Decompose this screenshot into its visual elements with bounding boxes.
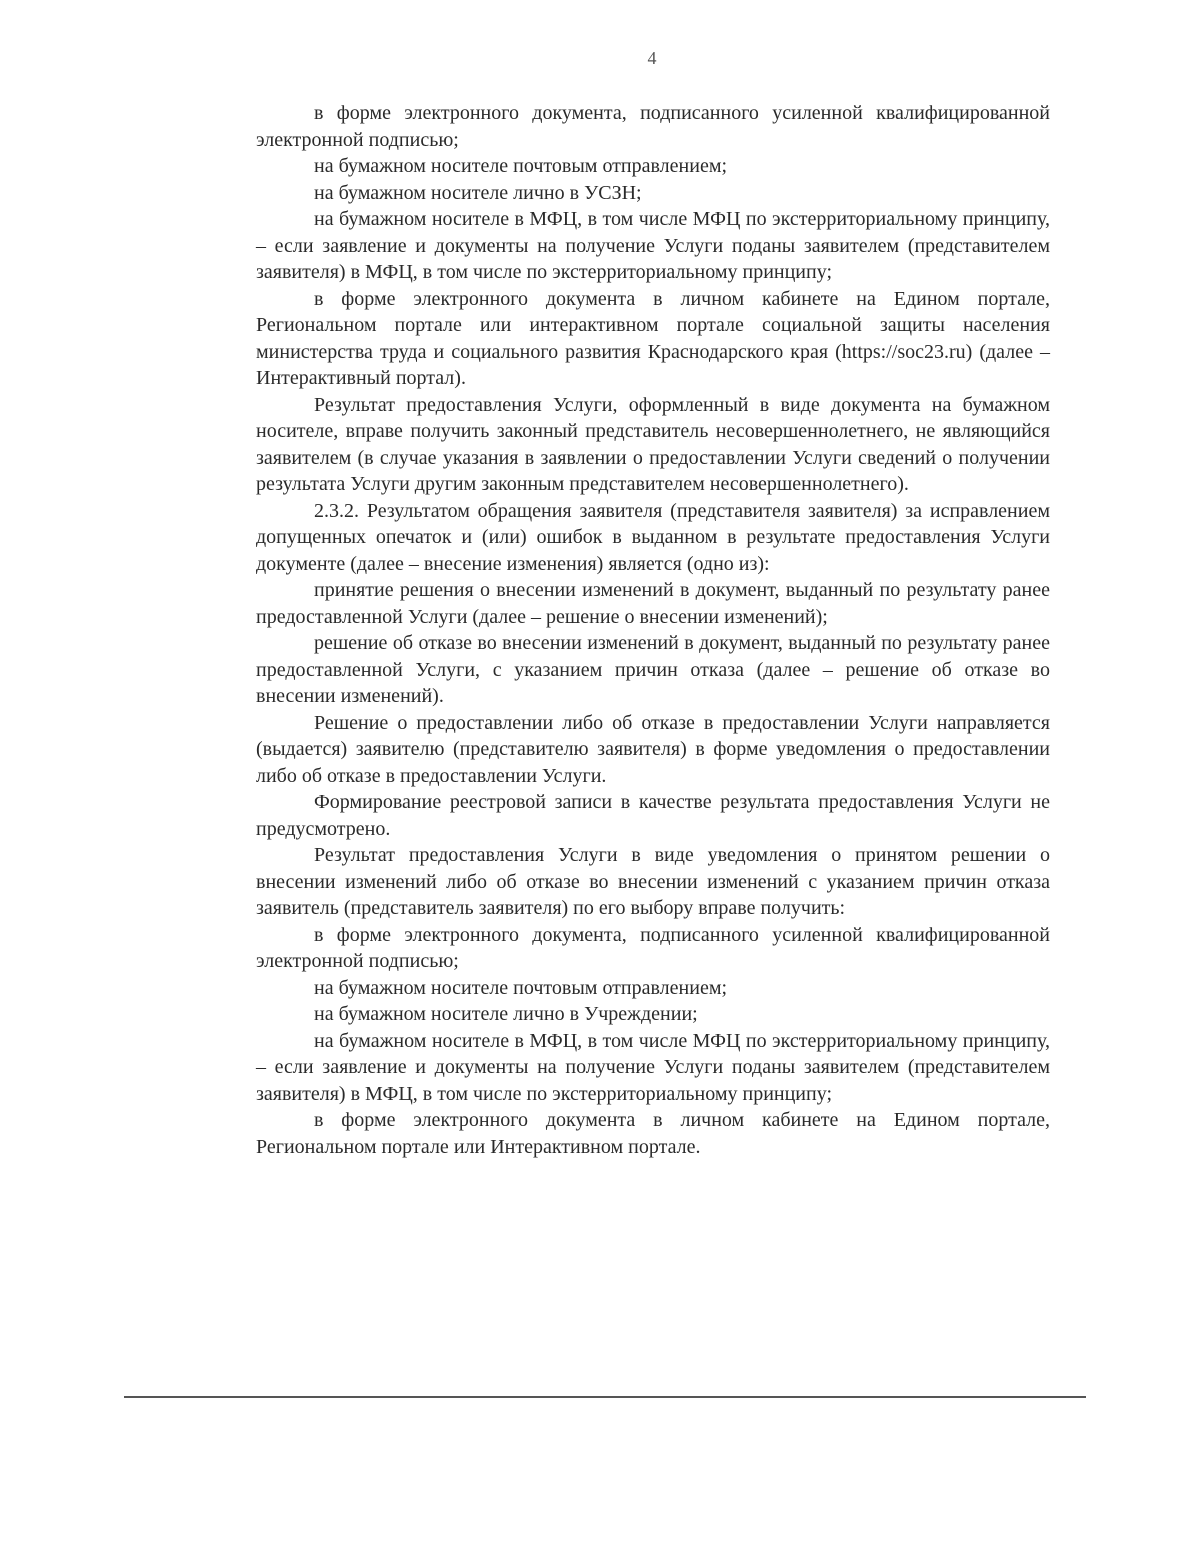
paragraph: на бумажном носителе почтовым отправлением; — [314, 976, 728, 999]
paragraph: принятие решения о внесении изменений в документ, выданный по результату ранее предоставленной Услуги (далее – решение о внесении изменений); — [256, 579, 1050, 628]
paragraph: Результат предоставления Услуги, оформленный в виде документа на бумажном носителе, вправе получить законный представитель несовершеннолетнего, не являющийся заявителем (в случае указания в заявлении о предоставлении Услуги сведений о получении результата Услуги другим законным представителем несовершеннолетнего). — [256, 393, 1050, 495]
paragraph: в форме электронного документа в личном кабинете на Едином портале, Региональном портале или Интерактивном портале. — [256, 1109, 1050, 1158]
paragraph: Результат предоставления Услуги в виде уведомления о принятом решении о внесении изменений либо об отказе во внесении изменений с указанием причин отказа заявитель (представитель заявителя) по его выбору вправе получить: — [256, 844, 1050, 919]
paragraph: на бумажном носителе в МФЦ, в том числе МФЦ по экстерриториальному принципу, – если заявление и документы на получение Услуги поданы заявителем (представителем заявителя) в МФЦ, в том числе по экстерриториальному принципу; — [256, 1029, 1050, 1105]
paragraph: на бумажном носителе лично в УСЗН; — [314, 181, 642, 204]
paragraph: в форме электронного документа, подписанного усиленной квалифицированной электронной подписью; — [256, 923, 1050, 972]
paragraph: на бумажном носителе в МФЦ, в том числе МФЦ по экстерриториальному принципу, – если заявление и документы на получение Услуги поданы заявителем (представителем заявителя) в МФЦ, в том числе по экстерриториальному принципу; — [256, 208, 1050, 283]
paragraph: Решение о предоставлении либо об отказе в предоставлении Услуги направляется (выдается) заявителю (представителю заявителя) в форме уведомления о предоставлении либо об отказе в предоставлении Услуги. — [256, 711, 1050, 787]
paragraph: на бумажном носителе почтовым отправлением; — [314, 155, 728, 177]
paragraph: решение об отказе во внесении изменений в документ, выданный по результату ранее предоставленной Услуги, с указанием причин отказа (далее – решение об отказе во внесении изменений). — [256, 632, 1050, 707]
document-body — [256, 100, 1050, 1160]
paragraph: на бумажном носителе лично в Учреждении; — [314, 1003, 698, 1025]
paragraph: Формирование реестровой записи в качестве результата предоставления Услуги не предусмотрено. — [256, 791, 1050, 840]
paragraph: в форме электронного документа, подписанного усиленной квалифицированной электронной подписью; — [256, 102, 1050, 151]
bottom-divider — [124, 1396, 1086, 1398]
page-number: 4 — [647, 48, 657, 68]
paragraph: 2.3.2. Результатом обращения заявителя (представителя заявителя) за исправлением допущенных опечаток и (или) ошибок в выданном в результате предоставления Услуги документе (далее – внесение изменения) является (одно из): — [256, 499, 1050, 575]
paragraph: в форме электронного документа в личном кабинете на Едином портале, Региональном портале или интерактивном портале социальной защиты населения министерства труда и социального развития Краснодарского края (https://soc23.ru) (далее – Интерактивный портал). — [256, 287, 1050, 389]
